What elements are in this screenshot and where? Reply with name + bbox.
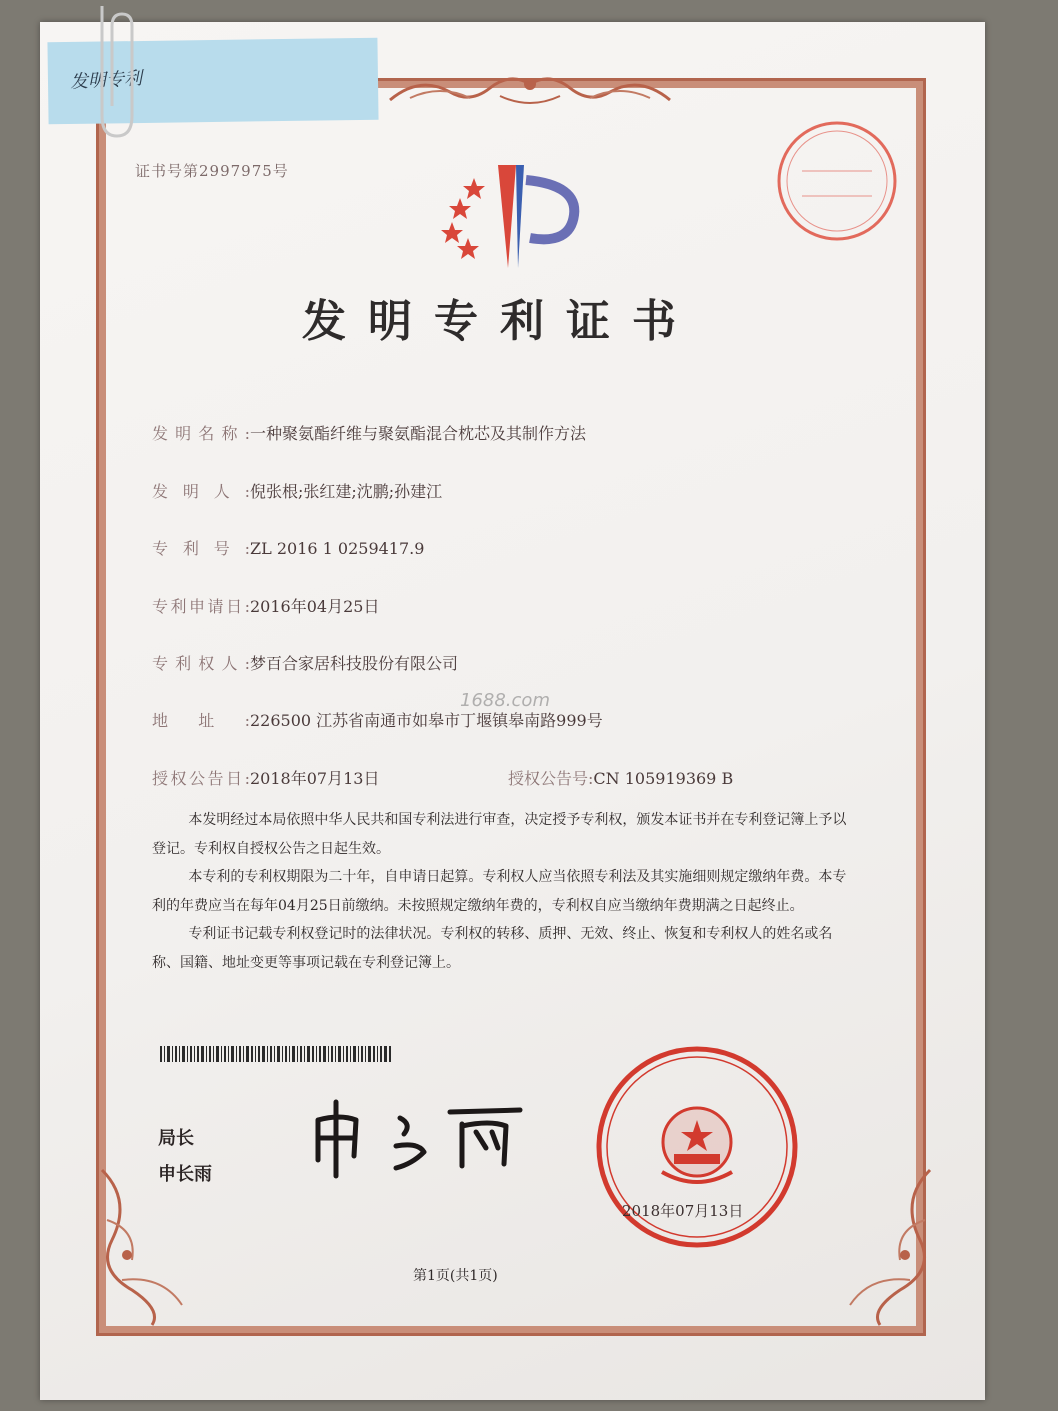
grant-date-row (152, 766, 379, 789)
director-title: 局长 (158, 1128, 194, 1149)
patent-no-label: 专利号: (152, 539, 250, 558)
tax-bureau-seal (772, 116, 902, 246)
body-paragraph: 本发明经过本局依照中华人民共和国专利法进行审查，决定授予专利权，颁发本证书并在专利登记簿上予以登记。专利权自授权公告之日起生效。 (152, 812, 847, 857)
inventors-row (152, 479, 442, 502)
seal-date: 2018年07月13日 (622, 1202, 744, 1220)
grant-no-row (508, 766, 733, 789)
filing-date-row (152, 594, 379, 617)
corner-ornament-right (830, 1160, 940, 1330)
invention-name-value: 一种聚氨酯纤维与聚氨酯混合枕芯及其制作方法 (250, 424, 587, 443)
filing-date-value: 2016年04月25日 (250, 597, 380, 616)
barcode (160, 1046, 392, 1062)
director-name: 申长雨 (158, 1164, 212, 1185)
certificate-title: 发明专利证书 (302, 296, 698, 347)
inventors-label: 发明人: (152, 482, 250, 501)
invention-name-label: 发明名称: (152, 424, 250, 443)
grant-date-value: 2018年07月13日 (250, 769, 380, 788)
grant-no-value: CN 105919369 B (593, 769, 734, 788)
body-paragraph: 专利证书记载专利权登记时的法律状况。专利权的转移、质押、无效、终止、恢复和专利权人的姓名或名称、国籍、地址变更等事项记载在专利登记簿上。 (152, 926, 833, 971)
patent-office-emblem (438, 160, 588, 270)
address-row (152, 708, 603, 731)
patentee-row (152, 651, 458, 674)
director-signature (300, 1090, 530, 1180)
address-label: 地址: (152, 711, 250, 730)
top-ornament (380, 70, 680, 110)
address-value: 226500 江苏省南通市如皋市丁堰镇皋南路999号 (250, 711, 603, 730)
paper-clip-icon (92, 6, 142, 146)
certificate-number: 证书号第2997975号 (135, 162, 289, 180)
body-paragraph: 本专利的专利权期限为二十年，自申请日起算。专利权人应当依照专利法及其实施细则规定缴纳年费。本专利的年费应当在每年04月25日前缴纳。未按照规定缴纳年费的，专利权自应当缴纳年费期满之日起终止。 (152, 869, 847, 914)
inventors-value: 倪张根;张红建;沈鹏;孙建江 (250, 482, 443, 501)
invention-name-row (152, 421, 586, 444)
page-number: 第1页(共1页) (413, 1268, 498, 1284)
patentee-value: 梦百合家居科技股份有限公司 (250, 654, 459, 673)
grant-date-label: 授权公告日: (152, 769, 250, 788)
sticky-note-text: 发明专利 (69, 68, 143, 93)
watermark: 1688.com (460, 690, 550, 711)
patent-no-value: ZL 2016 1 0259417.9 (250, 539, 425, 558)
patentee-label: 专利权人: (152, 654, 250, 673)
patent-no-row (152, 536, 424, 559)
filing-date-label: 专利申请日: (152, 597, 250, 616)
certificate-body (152, 806, 852, 977)
grant-no-label: 授权公告号: (508, 769, 594, 788)
